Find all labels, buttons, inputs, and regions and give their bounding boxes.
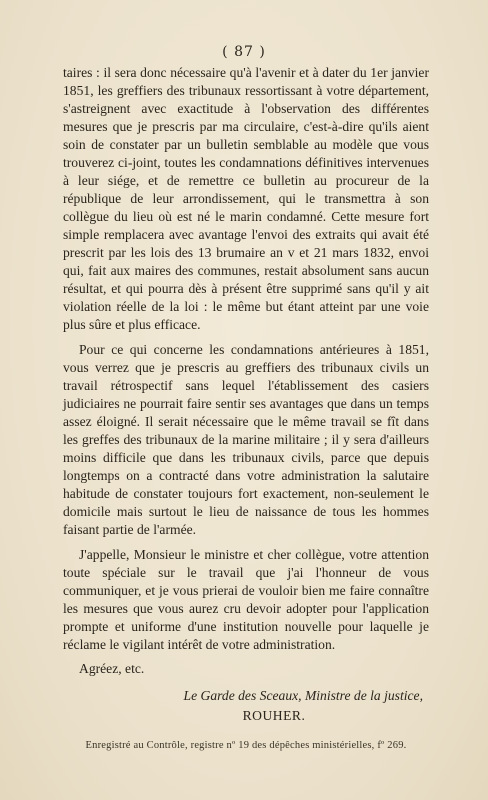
paragraph-3: J'appelle, Monsieur le ministre et cher collègue, votre attention toute spéciale sur le travail que j'ai l'honneur de vous communiquer, et je vous prierai de vouloir bien me faire connaître les mesures que vous aurez cru devoir adopter pour l'application prompte et uniforme d'une institution nouvelle pour laquelle je réclame le vigilant intérêt de votre administration. [63, 547, 429, 652]
registration-note: Enregistré au Contrôle, registre nº 19 des dépêches ministérielles, fº 269. [85, 740, 407, 751]
signature-title: Le Garde des Sceaux, Ministre de la justice, [183, 688, 423, 703]
body-text [63, 64, 429, 755]
paragraph-1: taires : il sera donc nécessaire qu'à l'avenir et à dater du 1er janvier 1851, les greffiers des tribunaux ressortissant à votre département, s'astreignent avec exactitude à l'observation des différentes mesures que je prescris par ma circulaire, c'est-à-dire qu'ils aient soin de constater par un bulletin semblable au modèle que vous trouverez ci-joint, toutes les condamnations définitives intervenues à leur siége, et de remettre ce bulletin au procureur de la république de leur arrondissement, qui le transmettra à son collègue du lieu où est né le marin condamné. Cette mesure fort simple remplacera avec avantage l'envoi des extraits qui avait été prescrit par les lois des 13 brumaire an v et 21 mars 1832, envoi qui, fait aux maires des communes, restait absolument sans aucun résultat, et qui pourra dès à présent être supprimé sans qu'il y ait violation réelle de la loi : le même but étant atteint par une voie plus sûre et plus efficace. [63, 65, 429, 332]
closing-formula: Agréez, etc. [79, 661, 145, 676]
page-number: ( 87 ) [222, 44, 266, 60]
signature-name: ROUHER. [242, 708, 306, 723]
paragraph-2: Pour ce qui concerne les condamnations antérieures à 1851, vous verrez que je prescris au greffiers des tribunaux civils un travail rétrospectif sans lequel l'établissement des casiers judiciaires ne pourrait faire sentir ses avantages que dans un temps assez éloigné. Il serait nécessaire que le même travail se fît dans les greffes des tribunaux de la marine militaire ; il y sera d'ailleurs moins difficile que dans les tribunaux civils, parce que depuis longtemps on a contracté dans votre administration la salutaire habitude de constater toujours fort exactement, non-seulement le domicile mais surtout le lieu de naissance de tous les hommes faisant partie de l'armée. [63, 342, 429, 537]
